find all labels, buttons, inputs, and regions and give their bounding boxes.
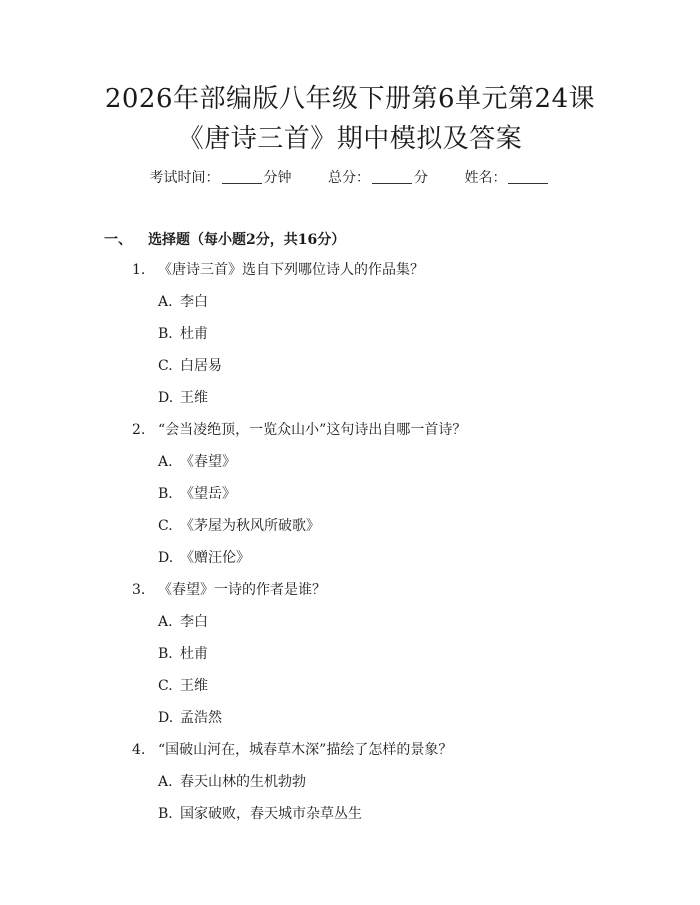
exam-time-field: [150, 168, 292, 188]
question-number: 2.: [132, 422, 146, 438]
option-label: C.: [158, 678, 173, 694]
question-text: “会当凌绝顶，一览众山小”这句诗出自哪一首诗？: [158, 422, 467, 438]
option-text: 国家破败，春天城市杂草丛生: [180, 806, 362, 822]
option-text: 《赠汪伦》: [180, 550, 250, 566]
student-name-blank: [508, 169, 548, 184]
student-name-field: [464, 168, 550, 188]
question-number: 1.: [132, 262, 146, 278]
question-4: [132, 740, 452, 760]
option-label: D.: [158, 550, 174, 566]
option-label: B.: [158, 646, 173, 662]
question-1: [132, 260, 424, 280]
option-text: 王维: [180, 678, 208, 694]
question-2-option-b: [158, 484, 236, 504]
section-heading: [104, 230, 345, 250]
option-label: B.: [158, 806, 173, 822]
option-text: 李白: [180, 614, 208, 630]
question-text: 《唐诗三首》选自下列哪位诗人的作品集？: [158, 262, 424, 278]
option-label: A.: [158, 454, 173, 470]
option-text: 《望岳》: [180, 486, 236, 502]
question-2: [132, 420, 466, 440]
question-3: [132, 580, 326, 600]
question-text: 《春望》一诗的作者是谁？: [158, 582, 326, 598]
question-1-option-d: [158, 388, 208, 408]
question-3-option-c: [158, 676, 208, 696]
section-title: 选择题（每小题2分，共16分）: [148, 232, 346, 248]
option-text: 王维: [180, 390, 208, 406]
option-text: 白居易: [180, 358, 222, 374]
total-score-label: 总分：: [328, 170, 370, 186]
option-label: C.: [158, 358, 173, 374]
exam-info-row: [0, 168, 700, 188]
question-2-option-d: [158, 548, 250, 568]
question-3-option-d: [158, 708, 222, 728]
document-title-line-2: 《唐诗三首》期中模拟及答案: [177, 124, 523, 154]
question-4-option-b: [158, 804, 362, 824]
document-title-line-1: 2026年部编版八年级下册第6单元第24课: [104, 84, 596, 114]
total-score-field: [328, 168, 428, 188]
question-1-option-a: [158, 292, 208, 312]
question-1-option-c: [158, 356, 222, 376]
question-3-option-b: [158, 644, 208, 664]
question-number: 4.: [132, 742, 146, 758]
option-text: 春天山林的生机勃勃: [180, 774, 306, 790]
option-text: 《茅屋为秋风所破歌》: [180, 518, 320, 534]
option-label: B.: [158, 326, 173, 342]
section-number: 一、: [104, 232, 132, 248]
option-text: 李白: [180, 294, 208, 310]
option-text: 《春望》: [180, 454, 236, 470]
option-label: A.: [158, 614, 173, 630]
option-text: 孟浩然: [180, 710, 222, 726]
question-number: 3.: [132, 582, 146, 598]
total-score-unit: 分: [414, 170, 428, 186]
exam-time-label: 考试时间：: [149, 170, 220, 186]
option-text: 杜甫: [180, 326, 208, 342]
exam-time-blank: [222, 169, 262, 184]
question-4-option-a: [158, 772, 306, 792]
option-label: C.: [158, 518, 173, 534]
option-label: D.: [158, 710, 174, 726]
question-3-option-a: [158, 612, 208, 632]
question-text: “国破山河在，城春草木深”描绘了怎样的景象？: [158, 742, 453, 758]
student-name-label: 姓名：: [464, 170, 507, 186]
option-label: A.: [158, 294, 173, 310]
exam-time-unit: 分钟: [263, 170, 292, 186]
option-label: A.: [158, 774, 173, 790]
total-score-blank: [372, 169, 412, 184]
question-1-option-b: [158, 324, 208, 344]
option-label: B.: [158, 486, 173, 502]
question-2-option-a: [158, 452, 236, 472]
option-text: 杜甫: [180, 646, 208, 662]
question-2-option-c: [158, 516, 320, 536]
option-label: D.: [158, 390, 174, 406]
